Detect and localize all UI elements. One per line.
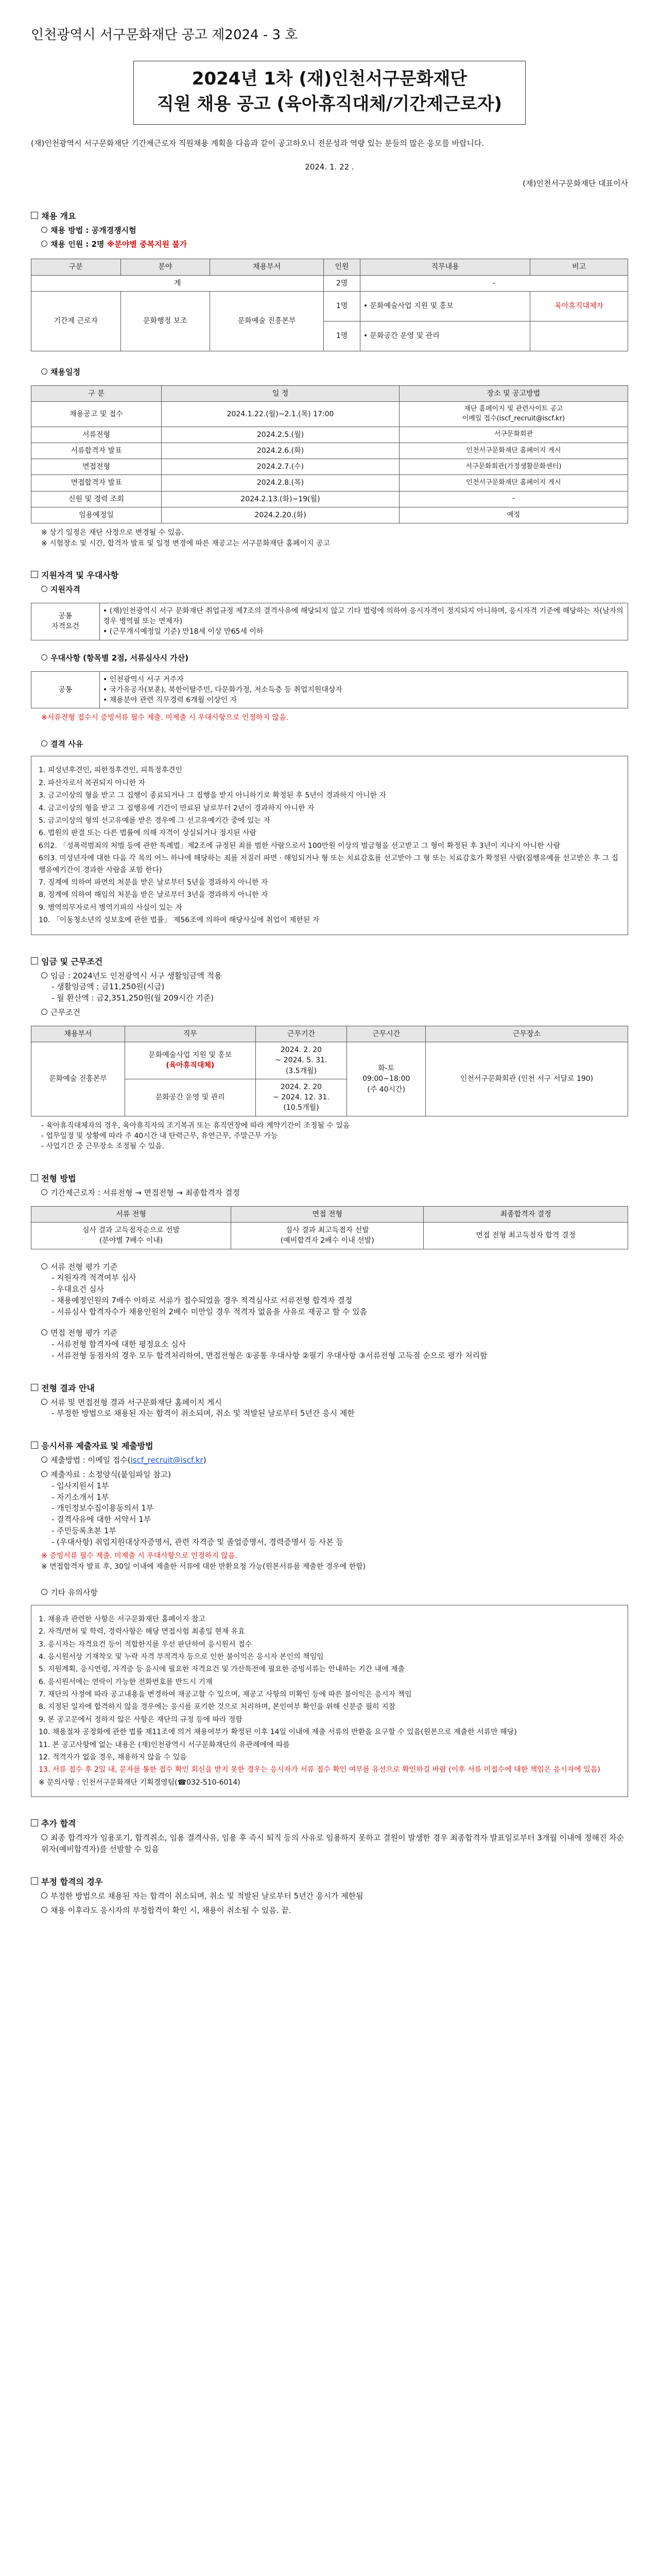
square-bullet-icon <box>31 957 38 964</box>
result-item: - 부정한 방법으로 채용된 자는 합격이 취소되며, 취소 및 적발된 날로부터 5년간 응시 제한 <box>51 1409 355 1418</box>
overview-count: 채용 인원 : 2명 ※분야별 중복지원 불가 <box>41 239 628 250</box>
common-label: 공통 자격요건 <box>31 603 100 640</box>
th-dept: 채용부서 <box>210 259 324 275</box>
work-period-2: 2024. 2. 20 ~ 2024. 12. 31. (10.5개월) <box>255 1079 347 1116</box>
wage-heading: 임금 및 근무조건 <box>31 956 628 968</box>
etc-item: 5. 지원계획, 응시연령, 자격증 등 응시에 필요한 자격요건 및 가산특전에 필요한 증빙서류는 안내하는 기간 내에 제출 <box>39 1665 405 1674</box>
disqual-item: 5. 금고이상의 형의 선고유예를 받은 경우에 그 선고유예기간 중에 있는 자 <box>39 817 271 825</box>
int-criteria-item: - 서류전형 동점자의 경우 모두 합격처리하여, 면접전형은 ①공통 우대사항 ②필기 우대사항 ③서류전형 고득점 순으로 평가 처리함 <box>51 1350 488 1360</box>
row-dept: 문화예술 진흥본부 <box>210 291 324 351</box>
schedule-note-2: ※ 시험장소 및 시간, 합격자 발표 및 일정 변경에 따른 재공고는 서구문화재단 홈페이지 공고 <box>41 539 330 548</box>
th-sel-final: 최종합격자 결정 <box>424 1206 628 1222</box>
circle-bullet-icon <box>41 1907 47 1913</box>
square-bullet-icon <box>31 212 38 219</box>
etc-item: 1. 채용과 관련한 사항은 서구문화재단 홈페이지 참고 <box>39 1615 206 1623</box>
disqual-item: 9. 병역의무자로서 병역기피의 사실이 있는 자 <box>39 903 183 912</box>
schedule-note-1: ※ 상기 일정은 재단 사정으로 변경될 수 있음. <box>41 529 184 537</box>
wage-cond-label: 근무조건 <box>41 1007 628 1019</box>
wage-note-2: - 업무일정 및 상황에 따라 주 40시간 내 탄력근무, 유연근무, 주말근무 가능 <box>41 1132 278 1141</box>
row-count: 1명 <box>324 321 360 351</box>
work-dept: 문화예술 진흥본부 <box>31 1042 125 1116</box>
row-note: 육아휴직대체자 <box>530 291 628 321</box>
disqual-item: 8. 징계에 의하여 해임의 처분을 받은 날로부터 3년을 경과하지 아니한 자 <box>39 891 268 900</box>
circle-bullet-icon <box>41 1834 47 1840</box>
disqual-item: 7. 징계에 의하여 파면의 처분을 받은 날로부터 5년을 경과하지 아니한 자 <box>39 878 268 887</box>
th-schedule-type: 구 분 <box>31 385 162 401</box>
disqual-item: 3. 금고이상의 형을 받고 그 집행이 종료되거나 그 집행을 받지 아니하기로 확정된 후 5년이 경과하지 아니한 자 <box>39 791 386 800</box>
doc-item: - 개인정보수집이용동의서 1부 <box>51 1503 154 1513</box>
etc-item: 6. 응시원서에는 연락이 가능한 전화번호를 반드시 기재 <box>39 1677 213 1686</box>
schedule-table <box>31 385 628 524</box>
overview-heading: 채용 개요 <box>31 210 628 222</box>
cancel-item: 채용 이후라도 응시자의 부정합격이 확인 시, 채용이 취소될 수 있음. 끝. <box>41 1905 628 1917</box>
doc-criteria-item: - 채용예정인원의 7배수 이하로 서류가 접수되었을 경우 적격심사로 서류전형 합격자 결정 <box>51 1295 353 1305</box>
th-work-place: 근무장소 <box>426 1026 628 1042</box>
cancel-heading: 부정 합격의 경우 <box>31 1876 628 1888</box>
schedule-row <box>31 401 628 427</box>
work-period-1: 2024. 2. 20 ~ 2024. 5. 31. (3.5개월) <box>255 1042 347 1079</box>
disqual-item: 6의3. 미성년자에 대한 다음 각 목의 어느 하나에 해당하는 죄를 저질러 파면 · 해임되거나 형 또는 치료감호를 선고받아 그 형 또는 치료감호가 확정된 사람(집행유예를 선고받은 후 그 집행유예기간이 경과한 사람을 포함 한다) <box>39 854 619 874</box>
square-bullet-icon <box>31 1384 38 1391</box>
disqual-item: 4. 금고이상의 형을 받고 그 집행유예 기간이 만료된 날로부터 2년이 경과하지 아니한 자 <box>39 804 315 812</box>
row-group: 기간제 근로자 <box>31 291 121 351</box>
wage-item-0: 임금 : 2024년도 인천광역시 서구 생활임금액 적용 <box>41 971 628 982</box>
overview-method: 채용 방법 : 공개경쟁시험 <box>41 225 628 236</box>
schedule-cell: 신원 및 경력 조회 <box>31 491 162 507</box>
overview-table <box>31 259 628 351</box>
schedule-cell: 서류합격자 발표 <box>31 443 162 459</box>
pref-item: • 채용분야 관련 직무경력 6개월 이상인 자 <box>103 696 237 705</box>
documents-heading: 응시서류 제출자료 및 제출방법 <box>31 1440 628 1452</box>
row-note <box>530 321 628 351</box>
sel-int: 심사 결과 최고득점자 선발 (예비합격자 2배수 이내 선발) <box>231 1222 424 1249</box>
selection-heading: 전형 방법 <box>31 1173 628 1184</box>
doc-red-note: ※ 증빙서류 필수 제출. 미제출 시 우대사항으로 인정하지 않음. <box>41 1552 237 1561</box>
schedule-row <box>31 507 628 523</box>
schedule-row <box>31 459 628 475</box>
th-work-period: 근무기간 <box>255 1026 347 1042</box>
pref-note: ※서류전형 접수시 증빙서류 필수 제출. 미제출 시 우대사항으로 인정하지 않음. <box>41 714 288 722</box>
qualification-sub1: 지원자격 <box>41 584 628 596</box>
schedule-cell: - <box>399 491 628 507</box>
title-line-1: 2024년 1차 (재)인천서구문화재단 <box>192 68 467 89</box>
common-item: • (근무개시예정일 기준) 만18세 이상 만65세 이하 <box>103 628 264 636</box>
pref-item: • 인천광역시 서구 거주자 <box>103 675 184 684</box>
doc-criteria-item: - 우대요건 심사 <box>51 1284 104 1294</box>
doc-item: - (우대사항) 취업지원대상자증명서, 관련 자격증 및 졸업증명서, 경력증명서 등 사본 등 <box>51 1537 343 1547</box>
etc-contact: ※ 문의사항 : 인천서구문화재단 기획경영팀(☎032-510-6014) <box>39 1778 240 1787</box>
th-sel-doc: 서류 전형 <box>31 1206 231 1222</box>
doc-item: - 입사지원서 1부 <box>51 1481 109 1490</box>
th-work-hours: 근무시간 <box>347 1026 426 1042</box>
schedule-cell: 2024.2.8.(목) <box>162 475 400 491</box>
schedule-cell: 면접합격자 발표 <box>31 475 162 491</box>
square-bullet-icon <box>31 1877 38 1885</box>
circle-bullet-icon <box>41 1263 47 1269</box>
schedule-cell: 2024.2.5.(월) <box>162 427 400 443</box>
extra-item: 최종 합격자가 임용포기, 합격취소, 임용 결격사유, 임용 후 즉시 퇴직 등의 사유로 임용하지 못하고 결원이 발생한 경우 최종합격자 발표일로부터 3개월 이내에 정해진 차순위자(예비합격자)를 선발할 수 있음 <box>41 1833 625 1854</box>
schedule-cell: 서류전형 <box>31 427 162 443</box>
schedule-row <box>31 427 628 443</box>
schedule-cell: 인천서구문화재단 홈페이지 게시 <box>399 443 628 459</box>
work-hours: 화-토 09:00~18:00 (주 40시간) <box>347 1042 426 1116</box>
etc-red-item: 13. 서류 접수 후 2일 내, 문자를 통한 접수 확인 회신을 받지 못한 경우는 응시자가 서류 접수 확인 여부를 유선으로 확인하길 바람 (이후 서류 미접수에 대한 책임은 응시자에 있음) <box>39 1766 600 1774</box>
schedule-cell: 재단 홈페이지 및 관련사이트 공고 이메일 접수(iscf_recruit@iscf.kr) <box>399 401 628 427</box>
circle-bullet-icon <box>41 654 47 660</box>
doc-item: - 결격사유에 대한 서약서 1부 <box>51 1515 151 1524</box>
schedule-cell: 면접전형 <box>31 459 162 475</box>
disqual-box <box>31 756 628 935</box>
circle-bullet-icon <box>41 1399 47 1405</box>
circle-bullet-icon <box>41 368 47 375</box>
submit-method: 제출방법 : 이메일 접수(iscf_recruit@iscf.kr) <box>41 1455 628 1466</box>
disqual-item: 2. 파산자로서 복권되지 아니한 자 <box>39 778 145 787</box>
work-duty-2: 문화공간 운영 및 관리 <box>125 1079 255 1116</box>
th-field: 분야 <box>120 259 210 275</box>
etc-heading: 기타 유의사항 <box>41 1587 628 1599</box>
circle-bullet-icon <box>41 1471 47 1477</box>
th-schedule-place: 장소 및 공고방법 <box>399 385 628 401</box>
result-heading: 전형 결과 안내 <box>31 1382 628 1394</box>
extra-heading: 추가 합격 <box>31 1818 628 1829</box>
schedule-cell: 2024.2.20.(화) <box>162 507 400 523</box>
circle-bullet-icon <box>41 740 47 747</box>
th-count: 인원 <box>324 259 360 275</box>
title-line-2: 직원 채용 공고 (육아휴직대체/기간제근로자) <box>157 93 502 114</box>
total-count: 2명 <box>324 275 360 291</box>
int-criteria-heading: 면접 전형 평가 기준 <box>41 1328 628 1339</box>
schedule-cell: 2024.2.7.(수) <box>162 459 400 475</box>
circle-bullet-icon <box>41 586 47 592</box>
circle-bullet-icon <box>41 241 47 247</box>
intro-text: (재)인천광역시 서구문화재단 기간제근로자 직원채용 계획을 다음과 같이 공고하오니 전문성과 역량 있는 분들의 많은 응모를 바랍니다. <box>31 139 484 148</box>
etc-box <box>31 1605 628 1797</box>
notice-number: 인천광역시 서구문화재단 공고 제2024 - 3 호 <box>31 27 298 43</box>
disqual-item: 6의2. 「성폭력범죄의 처벌 등에 관한 특례법」제2조에 규정된 죄를 범한 사람으로서 100만원 이상의 벌금형을 선고받고 그 형이 확정된 후 3년이 지나지 아니한 사람 <box>39 841 561 850</box>
square-bullet-icon <box>31 1174 38 1181</box>
doc-criteria-item: - 지원자격 적격여부 심사 <box>51 1273 136 1283</box>
common-item: • (재)인천광역시 서구 문화재단 취업규정 제7조의 결격사유에 해당되지 않고 기타 법령에 의하여 응시자격이 정지되지 아니하며, 응시자격 기준에 해당하는 자(남자의 경우 병역필 또는 면제자) <box>103 606 623 626</box>
etc-item: 3. 응시자는 자격요건 등이 적합한지를 우선 판단하여 응시원서 접수 <box>39 1640 252 1649</box>
pref-item: • 국가유공자(보훈), 북한이탈주민, 다문화가정, 저소득층 등 취업지원대상자 <box>103 685 342 694</box>
wage-item-2: - 월 환산액 : 금2,351,250원(월 209시간 기준) <box>51 993 214 1003</box>
pref-label: 공통 <box>31 671 100 708</box>
qualification-sub2: 우대사항 (항목별 2점, 서류심사시 가산) <box>41 653 628 664</box>
work-table <box>31 1026 628 1116</box>
submit-list-label: 제출자료 : 소정양식(붙임파일 참고) <box>41 1469 628 1481</box>
schedule-cell: 인천서구문화재단 홈페이지 게시 <box>399 475 628 491</box>
disqual-item: 6. 법원의 판결 또는 다른 법률에 의해 자격이 상실되거나 정지된 사람 <box>39 829 257 838</box>
circle-bullet-icon <box>41 227 47 233</box>
selection-flow: 기간제근로자 : 서류전형 → 면접전형 → 최종합격자 결정 <box>41 1188 628 1199</box>
email-link[interactable]: iscf_recruit@iscf.kr <box>130 1455 203 1465</box>
etc-item: 7. 재단의 사정에 따라 공고내용을 변경하여 재공고할 수 있으며, 재공고 사항의 미확인 등에 따른 불이익은 응시자 책임 <box>39 1690 412 1699</box>
etc-item: 9. 본 공고문에서 정하지 않은 사항은 재단의 규정 등에 따라 정함 <box>39 1715 242 1724</box>
work-place: 인천서구문화회관 (인천 서구 서달로 190) <box>426 1042 628 1116</box>
notice-date: 2024. 1. 22 . <box>305 162 354 172</box>
doc-item: - 자기소개서 1부 <box>51 1492 109 1502</box>
schedule-cell: 서구문화회관 <box>399 427 628 443</box>
pref-items <box>100 671 628 708</box>
etc-item: 11. 본 공고사항에 없는 내용은 (재)인천광역시 서구문화재단의 유관례에에 따름 <box>39 1740 290 1749</box>
etc-item: 12. 적격자가 없을 경우, 채용하지 않을 수 있음 <box>39 1753 187 1762</box>
th-duty: 직무내용 <box>360 259 530 275</box>
schedule-row <box>31 491 628 507</box>
row-duty: • 문화예술사업 지원 및 홍보 <box>360 291 530 321</box>
schedule-cell: 2024.1.22.(월)~2.1.(목) 17:00 <box>162 401 400 427</box>
circle-bullet-icon <box>41 1589 47 1595</box>
schedule-cell: 2024.2.13.(화)~19(월) <box>162 491 400 507</box>
org-name: (재)인천서구문화재단 대표이사 <box>523 178 628 188</box>
doc-item: - 주민등록초본 1부 <box>51 1526 116 1535</box>
int-criteria-item: - 서류전형 합격자에 대한 평정요소 심사 <box>51 1340 186 1349</box>
schedule-row <box>31 443 628 459</box>
selection-table <box>31 1206 628 1249</box>
square-bullet-icon <box>31 1442 38 1449</box>
sel-doc: 심사 결과 고득점자순으로 선발 (분야별 7배수 이내) <box>31 1222 231 1249</box>
circle-bullet-icon <box>41 1892 47 1899</box>
schedule-row <box>31 475 628 491</box>
square-bullet-icon <box>31 1819 38 1826</box>
th-work-duty: 직무 <box>125 1026 255 1042</box>
etc-item: 8. 지정된 일자에 합격하지 않을 경우에는 응시를 포기한 것으로 처리하며, 본인여부 확인을 위해 신분증 필히 지참 <box>39 1703 396 1711</box>
disqual-item: 10. 「이동청소년의 성보호에 관한 법률」 제56조에 의하여 해당사실에 취업이 제한된 자 <box>39 916 320 925</box>
schedule-cell: 예정 <box>399 507 628 523</box>
row-count: 1명 <box>324 291 360 321</box>
title-box <box>133 61 526 125</box>
doc-criteria-heading: 서류 전형 평가 기준 <box>41 1262 628 1273</box>
common-items <box>100 603 628 640</box>
result-item: 서류 및 면접전형 결과 서구문화재단 홈페이지 게시 <box>41 1397 628 1409</box>
etc-item: 10. 채용절차 공정화에 관한 법률 제11조에 의거 채용여부가 확정된 이후 14일 이내에 제출 서류의 반환을 요구할 수 있음(원본으로 제출한 서류만 해당) <box>39 1728 517 1737</box>
etc-item: 2. 자격/면허 및 학력, 경력사항은 해당 면접시험 최종일 현재 유효 <box>39 1628 245 1636</box>
circle-bullet-icon <box>41 1329 47 1335</box>
qualification-table <box>31 603 628 640</box>
total-label: 계 <box>31 275 324 291</box>
wage-note-3: - 사업기간 중 근무장소 조정될 수 있음. <box>41 1142 165 1151</box>
th-note: 비고 <box>530 259 628 275</box>
qualification-heading: 지원자격 및 우대사항 <box>31 569 628 581</box>
doc-note-2: ※ 면접합격자 발표 후, 30일 이내에 제출한 서류에 대한 반환요청 가능(원본서류를 제출한 경우에 한함) <box>41 1562 366 1571</box>
disqual-heading: 결격 사유 <box>41 739 628 750</box>
wage-item-1: - 생활임금액 : 금11,250원(시급) <box>51 982 165 992</box>
cancel-item: 부정한 방법으로 채용된 자는 합격이 취소되며, 취소 및 적발된 날로부터 5년간 응시가 제한됨 <box>41 1891 628 1902</box>
total-dash: - <box>360 275 628 291</box>
circle-bullet-icon <box>41 1009 47 1015</box>
th-sel-int: 면접 전형 <box>231 1206 424 1222</box>
preference-table <box>31 671 628 709</box>
disqual-item: 1. 피성년후견인, 피한정후견인, 피특정후견인 <box>39 766 183 775</box>
row-duty: • 문화공간 운영 및 관리 <box>360 321 530 351</box>
schedule-heading: 채용일정 <box>41 367 628 378</box>
circle-bullet-icon <box>41 1456 47 1463</box>
sel-final: 면접 전형 최고득점자 합격 결정 <box>424 1222 628 1249</box>
square-bullet-icon <box>31 571 38 578</box>
wage-note-1: - 육아휴직대체자의 경우, 육아휴직자의 조기복귀 또는 휴직연장에 따라 계약기간이 조정될 수 있음 <box>41 1121 350 1130</box>
schedule-cell: 2024.2.6.(화) <box>162 443 400 459</box>
th-category: 구분 <box>31 259 121 275</box>
doc-criteria-item: - 서류심사 합격자수가 채용인원의 2배수 미만일 경우 적격자 없음을 사유로 재공고 할 수 있음 <box>51 1307 368 1316</box>
row-field: 문화행정 보조 <box>120 291 210 351</box>
work-duty-1: 문화예술사업 지원 및 홍보 (육아휴직대체) <box>125 1042 255 1079</box>
th-schedule-date: 일 정 <box>162 385 400 401</box>
schedule-cell: 채용공고 및 접수 <box>31 401 162 427</box>
schedule-cell: 서구문화회관(가정생활문화센터) <box>399 459 628 475</box>
etc-item: 4. 응시원서상 기재착오 및 누락 자격 부적격자 등으로 인한 불이익은 응시자 본인의 책임임 <box>39 1652 324 1661</box>
schedule-cell: 임용예정일 <box>31 507 162 523</box>
circle-bullet-icon <box>41 1189 47 1195</box>
circle-bullet-icon <box>41 972 47 978</box>
th-work-dept: 채용부서 <box>31 1026 125 1042</box>
